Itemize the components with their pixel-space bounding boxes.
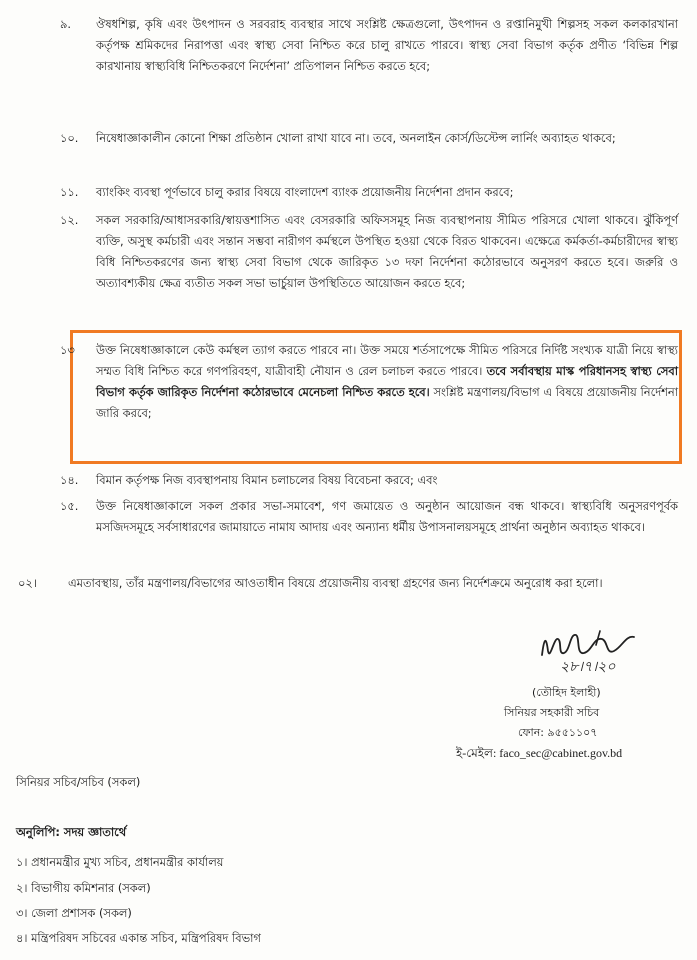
cc-item: ১। প্রধানমন্ত্রীর মুখ্য সচিব, প্রধানমন্ত্রীর কার্যালয় — [16, 855, 224, 869]
clause-text-part: উক্ত নিষেধাজ্ঞাকালে কেউ কর্মস্থল ত্যাগ করতে পারবে না। উক্ত সময়ে শর্তসাপেক্ষে সীমিত পরিসরে নির্দিষ্ট সংখ্যক যাত্রী নিয়ে স্বাস্থ্য সম্মত বিধি নিশ্চিত করে গণপরিবহণ, যাত্রীবাহী নৌযান ও রেল চলাচল করতে পারবে। — [96, 343, 678, 378]
clause-text: ব্যাংকিং ব্যবস্থা পূর্ণভাবে চালু করার বিষয়ে বাংলাদেশ ব্যাংক প্রয়োজনীয় নির্দেশনা প্রদান করবে; — [96, 185, 514, 199]
signer-phone: ফোন: ৯৫৫১১০৭ — [518, 726, 598, 739]
main-paragraph — [10, 573, 680, 594]
cc-title: অনুলিপি: সদয় জ্ঞাতার্থে — [16, 825, 127, 839]
clause-number: ১৩ — [60, 343, 75, 357]
paragraph-text: এমতাবস্থায়, তাঁর মন্ত্রণালয়/বিভাগের আওতাধীন বিষয়ে প্রয়োজনীয় ব্যবস্থা গ্রহণের জন্য নির্দেশক্রমে অনুরোধ করা হলো। — [68, 576, 603, 590]
clause-text: সকল সরকারি/আধাসরকারি/স্বায়ত্তশাসিত এবং বেসরকারি অফিসসমূহ নিজ ব্যবস্থাপনায় সীমিত পরিসরে খোলা থাকবে। ঝুঁকিপূর্ণ ব্যক্তি, অসুস্থ কর্মচারী এবং সন্তান সম্ভবা নারীগণ কর্মস্থলে উপস্থিত হওয়া থেকে বিরত থাকবেন। এক্ষেত্রে কর্মকর্তা-কর্মচারীদের স্বাস্থ্য বিধি নিশ্চিতকরণের জন্য স্বাস্থ্য সেবা বিভাগ থেকে জারিকৃত ১৩ দফা নির্দেশনা কঠোরভাবে অনুসরণ করতে হবে। জরুরি ও অত্যাবশ্যকীয় ক্ষেত্র ব্যতীত সকল সভা ভার্চুয়াল উপস্থিতিতে আয়োজন করতে হবে; — [96, 213, 678, 290]
recipient: সিনিয়র সচিব/সচিব (সকল) — [16, 775, 141, 789]
signer-email: ই-মেইল: faco_sec@cabinet.gov.bd — [456, 746, 623, 760]
clause-number: ১১. — [60, 185, 79, 199]
clause-text: উক্ত নিষেধাজ্ঞাকালে সকল প্রকার সভা-সমাবেশ, গণ জমায়েত ও অনুষ্ঠান আয়োজন বন্ধ থাকবে। স্বাস্থ্যবিধি অনুসরণপূর্বক মসজিদসমূহে সর্বসাধারণের জামায়াতে নামায আদায় এবং অন্যান্য ধর্মীয় উপাসনালয়সমূহে প্রার্থনা অনুষ্ঠান অব্যাহত থাকবে। — [96, 499, 678, 534]
clause-text-part: সংশ্লিষ্ট মন্ত্রণালয়/বিভাগ এ বিষয়ে প্রয়োজনীয় নির্দেশনা জারি করবে; — [96, 385, 678, 420]
clause-text: নিষেধাজ্ঞাকালীন কোনো শিক্ষা প্রতিষ্ঠান খোলা রাখা যাবে না। তবে, অনলাইন কোর্স/ডিস্টেন্স লার্নিং অব্যাহত থাকবে; — [96, 131, 616, 145]
clause-number: ১৪. — [60, 473, 79, 487]
signer-designation: সিনিয়র সহকারী সচিব — [504, 706, 600, 719]
clause-text: বিমান কর্তৃপক্ষ নিজ ব্যবস্থাপনায় বিমান চলাচলের বিষয় বিবেচনা করবে; এবং — [96, 473, 438, 487]
cc-item: ৪। মন্ত্রিপরিষদ সচিবের একান্ত সচিব, মন্ত্রিপরিষদ বিভাগ — [16, 931, 261, 945]
paragraph-number: ০২। — [18, 576, 37, 590]
clause-number: ১২. — [60, 213, 79, 227]
clause-text-bold: তবে সর্বাবস্থায় মাস্ক পরিধানসহ স্বাস্থ্য সেবা বিভাগ কর্তৃক জারিকৃত নির্দেশনা কঠোরভাবে মেনেচলা নিশ্চিত করতে হবে। — [96, 364, 679, 399]
clause-number: ১৫. — [60, 499, 79, 513]
clause-number: ৯. — [60, 17, 72, 31]
clause-number: ১০. — [60, 131, 79, 145]
cc-item: ৩। জেলা প্রশাসক (সকল) — [16, 906, 132, 920]
clause-text — [96, 340, 678, 424]
clause-text: ঔষধশিল্প, কৃষি এবং উৎপাদন ও সরবরাহ ব্যবস্থার সাথে সংশ্লিষ্ট ক্ষেত্রগুলো, উৎপাদন ও রপ্তানিমুখী শিল্পসহ সকল কলকারখানা কর্তৃপক্ষ শ্রমিকদের নিরাপত্তা এবং স্বাস্থ্য সেবা নিশ্চিত করে চালু রাখতে পারবে। স্বাস্থ্য সেবা বিভাগ কর্তৃক প্রণীত ‘বিভিন্ন শিল্প কারখানায় স্বাস্থ্যবিধি নিশ্চিতকরণে নির্দেশনা’ প্রতিপালন নিশ্চিত করতে হবে; — [96, 17, 678, 73]
signature-date: ২৮।৭।২০ — [560, 659, 616, 675]
signer-name: (তৌহিদ ইলাহী) — [532, 686, 601, 699]
cc-item: ২। বিভাগীয় কমিশনার (সকল) — [16, 881, 151, 895]
